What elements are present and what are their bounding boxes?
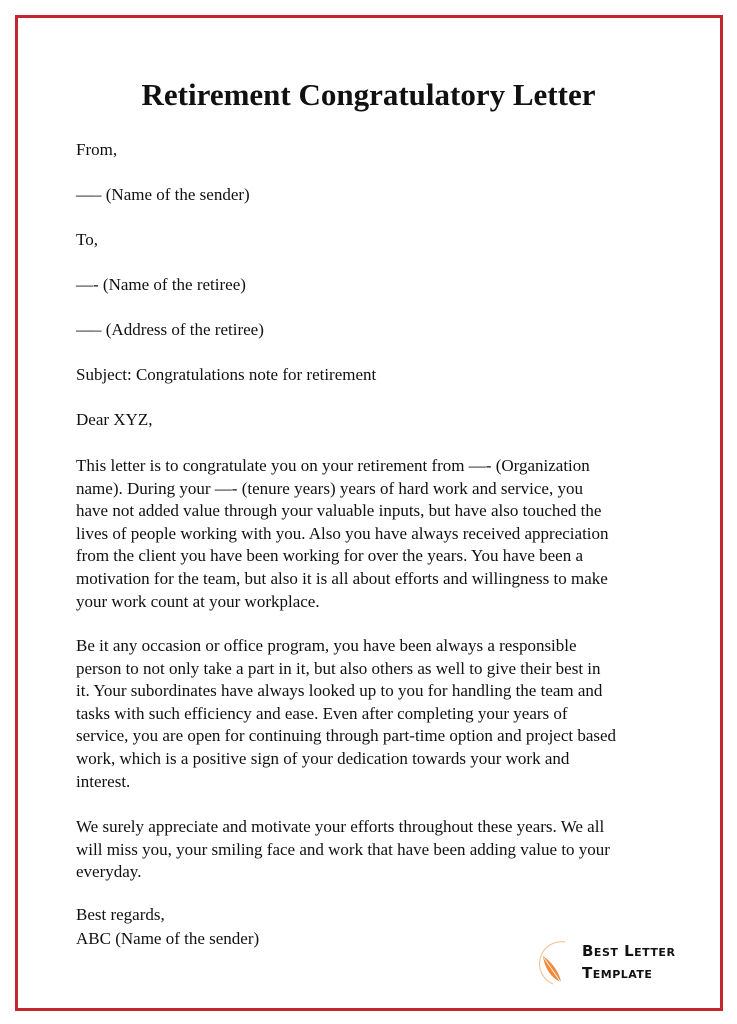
text-line: motivation for the team, but also it is all about efforts and willingness to make — [76, 568, 608, 588]
salutation: Dear XYZ, — [76, 410, 153, 429]
text-line: tasks with such efficiency and ease. Even after completing your years of — [76, 703, 568, 723]
paragraph-3 — [76, 816, 610, 884]
text-line: lives of people working with you. Also you have always received appreciation — [76, 523, 609, 543]
from-label: From, — [76, 140, 118, 159]
closing: Best regards, — [76, 905, 165, 924]
text-line: have not added value through your valuable inputs, but have also touched the — [76, 501, 602, 521]
text-line: everyday. — [76, 862, 142, 882]
text-line: will miss you, your smiling face and work that have been adding value to your — [76, 839, 610, 859]
paragraph-2 — [76, 635, 616, 793]
text-line: Be it any occasion or office program, you have been always a responsible — [76, 636, 577, 655]
logo-line-1: Best Letter — [582, 942, 676, 960]
subject-line: Subject: Congratulations note for retirement — [76, 365, 377, 384]
text-line: We surely appreciate and motivate your efforts throughout these years. We all — [76, 817, 605, 836]
text-line: from the client you have been working for over the years. You have been a — [76, 546, 584, 566]
retiree-address: —– (Address of the retiree) — [76, 320, 264, 339]
best-letter-template-logo — [535, 938, 695, 990]
text-line: person to not only take a part in it, but also others as well to give their best in — [76, 658, 601, 678]
text-line: This letter is to congratulate you on your retirement from —- (Organization — [76, 456, 590, 475]
text-line: interest. — [76, 771, 131, 791]
text-line: work, which is a positive sign of your dedication towards your work and — [76, 748, 570, 768]
text-line: your work count at your workplace. — [76, 591, 320, 611]
logo-text — [582, 940, 675, 984]
paragraph-1 — [76, 455, 609, 613]
to-label: To, — [76, 230, 98, 249]
text-line: it. Your subordinates have always looked up to you for handling the team and — [76, 681, 603, 701]
logo-line-2: Template — [582, 964, 653, 982]
feather-icon — [535, 938, 581, 990]
sender-name: —– (Name of the sender) — [76, 185, 250, 204]
signature: ABC (Name of the sender) — [76, 929, 260, 948]
text-line: name). During your —- (tenure years) years of hard work and service, you — [76, 478, 583, 498]
text-line: service, you are open for continuing through part-time option and project based — [76, 726, 617, 746]
retiree-name: —- (Name of the retiree) — [76, 275, 246, 294]
letter-title: Retirement Congratulatory Letter — [141, 77, 596, 112]
